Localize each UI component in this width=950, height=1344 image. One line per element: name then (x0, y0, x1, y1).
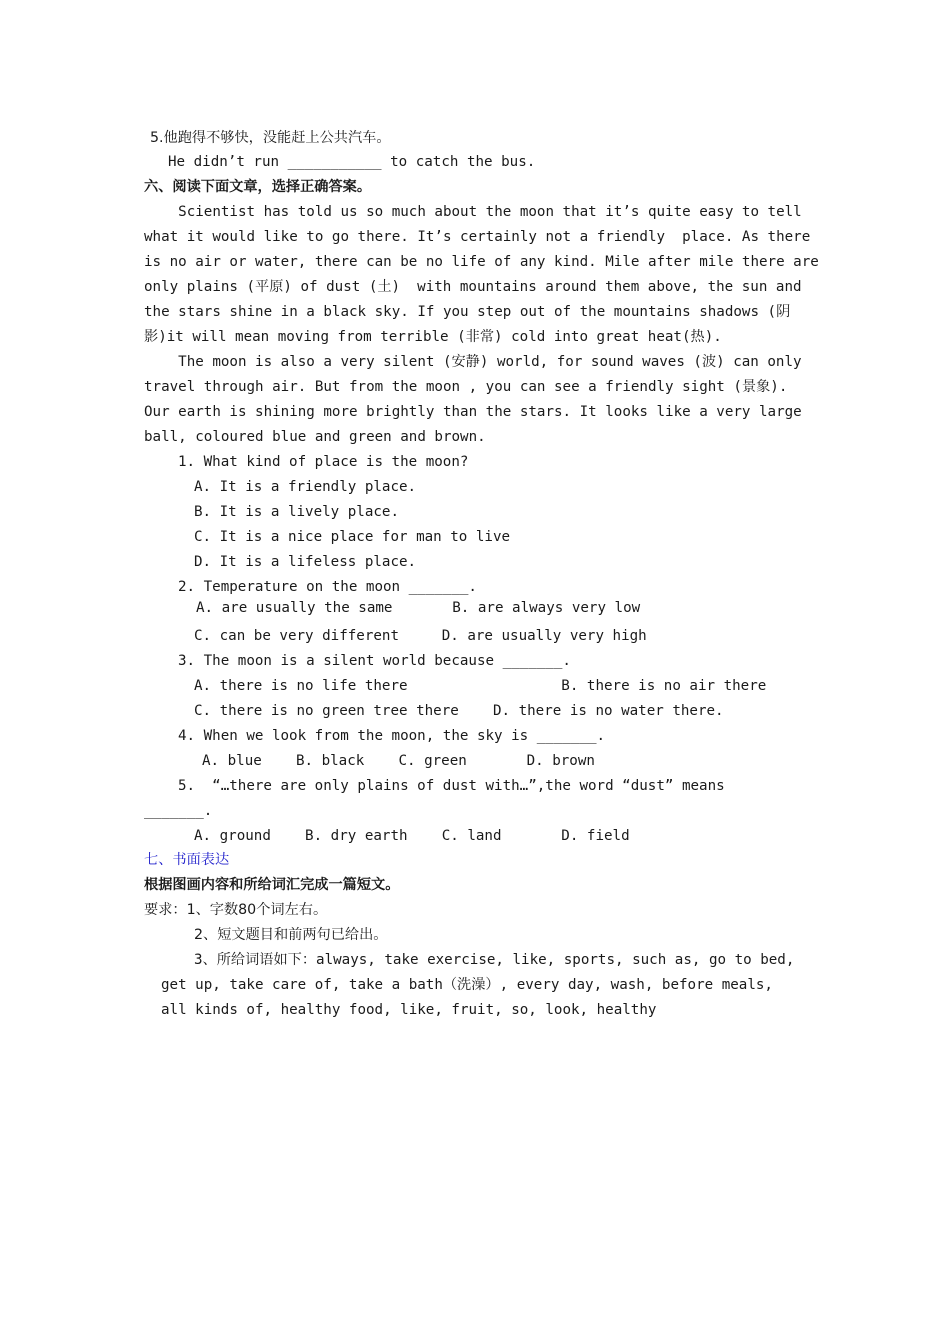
question-options-row: A. are usually the same B. are always very low (196, 600, 641, 616)
section7-heading: 七、书面表达 (144, 852, 230, 868)
passage-line: only plains (平原) of dust (土) with mountains around them above, the sun and (144, 279, 802, 295)
passage-line: the stars shine in a black sky. If you step out of the mountains shadows (阴 (144, 304, 791, 320)
question-option: C. It is a nice place for man to live (194, 529, 511, 545)
section6-heading: 六、阅读下面文章，选择正确答案。 (144, 179, 372, 195)
question-option: B. It is a lively place. (194, 504, 399, 520)
passage-line: 影)it will mean moving from terrible (非常) cold into great heat(热). (144, 329, 722, 345)
requirement-1: 要求：1、字数80个词左右。 (144, 902, 328, 918)
section7-instruction: 根据图画内容和所给词汇完成一篇短文。 (144, 877, 400, 893)
passage-line: is no air or water, there can be no life of any kind. Mile after mile there are (144, 254, 819, 270)
passage-line: ball, coloured blue and green and brown. (144, 429, 486, 445)
requirement-3-line: get up, take care of, take a bath（洗澡）, every day, wash, before meals, (161, 977, 773, 993)
question-option: D. It is a lifeless place. (194, 554, 417, 570)
q5-sentence: He didn’t run ___________ to catch the bus. (168, 154, 536, 170)
requirement-2: 2、短文题目和前两句已给出。 (194, 927, 388, 943)
question-stem: 1. What kind of place is the moon? (178, 454, 469, 470)
passage-line: Our earth is shining more brightly than the stars. It looks like a very large (144, 404, 802, 420)
question-stem: 2. Temperature on the moon _______. (178, 579, 477, 595)
passage-line: what it would like to go there. It’s certainly not a friendly place. As there (144, 229, 811, 245)
question-options-row: C. there is no green tree there D. there is no water there. (194, 703, 724, 719)
passage-line: The moon is also a very silent (安静) world, for sound waves (波) can only (144, 354, 802, 370)
question-stem: 3. The moon is a silent world because _______. (178, 653, 571, 669)
question-options-row: A. ground B. dry earth C. land D. field (194, 828, 630, 844)
question-stem: 4. When we look from the moon, the sky is _______. (178, 728, 606, 744)
question-stem: 5. “…there are only plains of dust with…”,the word “dust” means (178, 778, 725, 794)
passage-line: travel through air. But from the moon , you can see a friendly sight (景象). (144, 379, 788, 395)
question-options-row: A. there is no life there B. there is no air there (194, 678, 767, 694)
requirement-3-line: all kinds of, healthy food, like, fruit, so, look, healthy (161, 1002, 657, 1018)
requirement-3-line: 3、所给词语如下：always, take exercise, like, sports, such as, go to bed, (194, 952, 795, 968)
passage-line: Scientist has told us so much about the moon that it’s quite easy to tell (144, 204, 802, 220)
question-options-row: C. can be very different D. are usually very high (194, 628, 647, 644)
question-stem-continued: _______. (144, 803, 213, 819)
question-options-row: A. blue B. black C. green D. brown (202, 753, 595, 769)
question-option: A. It is a friendly place. (194, 479, 417, 495)
q5-prompt: 5.他跑得不够快，没能赶上公共汽车。 (150, 130, 391, 146)
